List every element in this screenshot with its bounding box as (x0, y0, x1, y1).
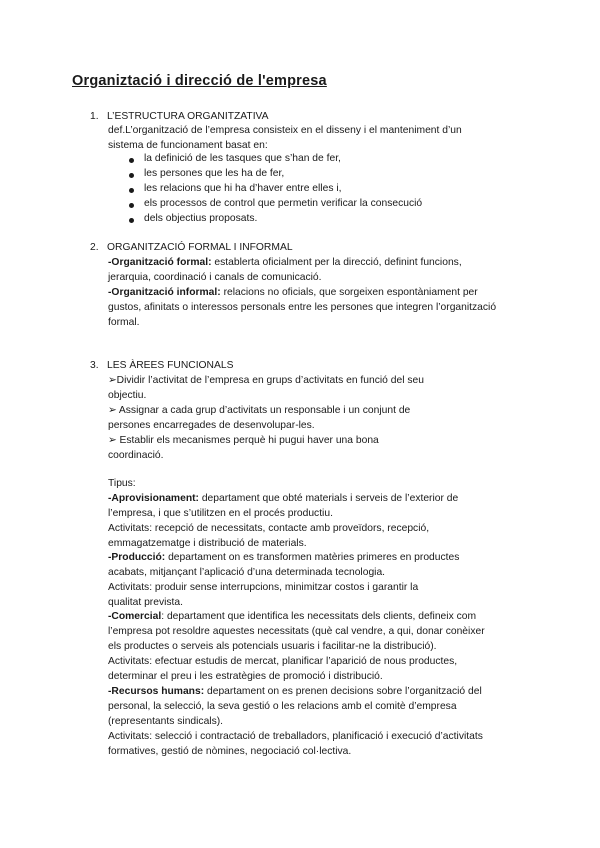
s1-definition-line-2: sistema de funcionament basat en: (108, 140, 268, 151)
section-3-number: 3. (90, 360, 99, 371)
prod-text: departament on es transformen matèries primeres en productes (165, 552, 460, 563)
prod-activities-2: qualitat prevista. (108, 597, 183, 608)
s3-point-1-cont: objectiu. (108, 390, 147, 401)
s2-informal-line-2: gustos, afinitats o interessos personals entre les persones que integren l’organització (108, 302, 497, 313)
bullet-dot (129, 203, 134, 208)
rh-line-3: (representants sindicals). (108, 716, 224, 727)
s1-bullet-4: els processos de control que permetin verificar la consecució (144, 198, 423, 209)
com-label: -Comercial (108, 611, 162, 622)
com-text: : departament que identifica les necessitats dels clients, defineix com (161, 611, 477, 622)
bullet-dot (129, 188, 134, 193)
com-activities-2: determinar el preu i les estratègies de promoció i distribució. (108, 671, 383, 682)
s1-bullet-2: les persones que les ha de fer, (144, 168, 285, 179)
s1-bullet-3: les relacions que hi ha d’haver entre elles i, (144, 183, 342, 194)
section-2-number: 2. (90, 242, 99, 253)
section-1-title: L’ESTRUCTURA ORGANITZATIVA (107, 111, 269, 122)
section-3-title: LES ÀREES FUNCIONALS (107, 360, 234, 371)
formal-text: establerta oficialment per la direcció, definint funcions, (211, 257, 462, 268)
s3-point-3-cont: coordinació. (108, 450, 164, 461)
rh-activities-1: Activitats: selecció i contractació de treballadors, planificació i execució d’activitats (108, 731, 483, 742)
bullet-dot (129, 158, 134, 163)
bullet-dot (129, 173, 134, 178)
s3-point-2: ➢ Assignar a cada grup d’activitats un responsable i un conjunt de (108, 405, 411, 416)
prod-activities-1: Activitats: produir sense interrupcions, minimitzar costos i garantir la (108, 582, 419, 593)
s3-point-3: ➢ Establir els mecanismes perquè hi pugui haver una bona (108, 435, 379, 446)
section-1-number: 1. (90, 111, 99, 122)
section-1-heading (90, 111, 269, 122)
s2-informal-line-3: formal. (108, 317, 140, 328)
com-activities-1: Activitats: efectuar estudis de mercat, planificar l’aparició de nous productes, (108, 656, 458, 667)
section-3-heading (90, 360, 233, 371)
aprov-activities-2: emmagatzematge i distribució de materials. (108, 538, 307, 549)
aprov-line-2: l’empresa, i que s’utilitzen en el procés productiu. (108, 508, 333, 519)
s1-bullet-1: la definició de les tasques que s’han de fer, (144, 153, 341, 164)
informal-label: -Organització informal: (108, 287, 221, 298)
aprov-text: departament que obté materials i serveis de l’exterior de (198, 493, 459, 504)
s1-definition-line-1: def.L’organització de l’empresa consisteix en el disseny i el manteniment d’un (108, 125, 462, 136)
section-2-title: ORGANITZACIÓ FORMAL I INFORMAL (107, 242, 293, 253)
formal-label: -Organització formal: (108, 257, 212, 268)
s2-formal-line-1 (108, 255, 462, 270)
s2-informal-line-1 (108, 285, 478, 300)
s3-point-2-cont: persones encarregades de desenvolupar-les. (108, 420, 315, 431)
com-line-3: els productes o serveis als potencials usuaris i facilitar-ne la distribució). (108, 641, 437, 652)
rh-line-2: personal, la selecció, la seva gestió o les relacions amb el comitè d’empresa (108, 701, 457, 712)
com-line-1 (108, 609, 476, 624)
s1-bullet-5: dels objectius proposats. (144, 213, 258, 224)
rh-line-1 (108, 684, 482, 699)
prod-line-2: acabats, mitjançant l’aplicació d’una determinada tecnologia. (108, 567, 386, 578)
tipus-label: Tipus: (108, 478, 136, 489)
aprov-line-1 (108, 491, 458, 506)
com-line-2: l’empresa pot resoldre aquestes necessitats (què cal vendre, a qui, donar conèixer (108, 626, 485, 637)
prod-line-1 (108, 550, 459, 565)
aprov-activities-1: Activitats: recepció de necessitats, contacte amb proveïdors, recepció, (108, 523, 430, 534)
aprov-label: -Aprovisionament: (108, 493, 199, 504)
page-title: Organiztació i direcció de l'empresa (72, 73, 327, 89)
rh-activities-2: formatives, gestió de nòmines, negociació col·lectiva. (108, 746, 352, 757)
s3-point-1: ➢Dividir l’activitat de l’empresa en grups d’activitats en funció del seu (108, 375, 424, 386)
informal-text: relacions no oficials, que sorgeixen espontàniament per (220, 287, 478, 298)
s2-formal-line-2: jerarquia, coordinació i canals de comunicació. (108, 272, 322, 283)
bullet-dot (129, 218, 134, 223)
section-2-heading (90, 242, 293, 253)
rh-text: departament on es prenen decisions sobre l’organització del (204, 686, 482, 697)
prod-label: -Producció: (108, 552, 166, 563)
rh-label: -Recursos humans: (108, 686, 205, 697)
